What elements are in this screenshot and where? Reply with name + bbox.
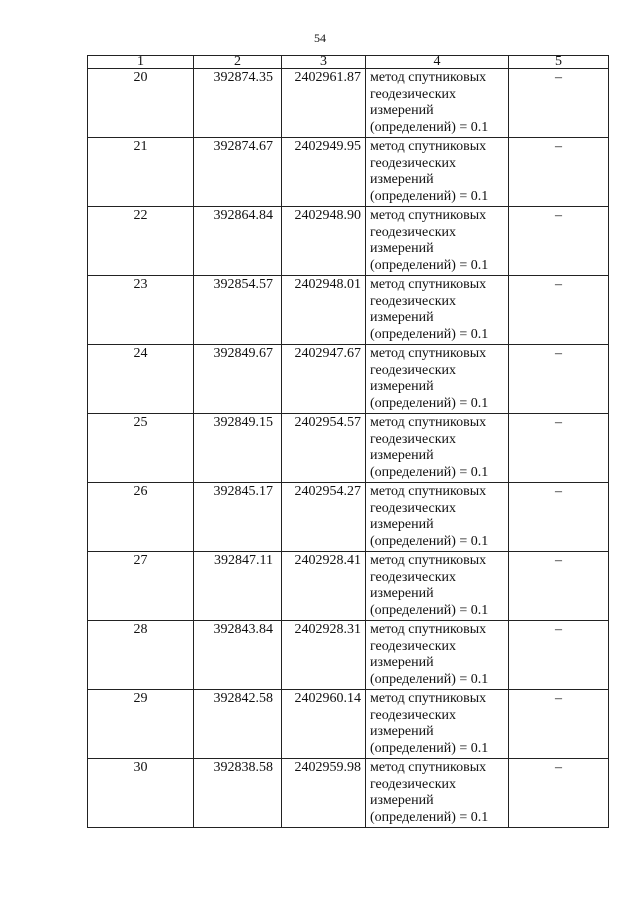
table-row (88, 621, 609, 690)
method-line: измерений (370, 448, 434, 463)
method-line: измерений (370, 241, 434, 256)
point-number-cell: 21 (88, 138, 194, 207)
y-coordinate-cell: 2402960.14 (282, 690, 366, 759)
x-coordinate-cell: 392854.57 (194, 276, 282, 345)
method-line: измерений (370, 655, 434, 670)
method-cell (366, 483, 509, 552)
method-cell (366, 138, 509, 207)
y-coordinate-cell: 2402959.98 (282, 759, 366, 828)
method-line: метод спутниковых (370, 208, 487, 223)
column-5-cell: – (509, 207, 609, 276)
method-line: (определений) = 0.1 (370, 602, 489, 618)
table-row (88, 552, 609, 621)
table-row (88, 345, 609, 414)
method-line: геодезических (370, 224, 457, 240)
method-line: измерений (370, 103, 434, 118)
column-header-2: 2 (194, 56, 282, 69)
column-5-cell: – (509, 552, 609, 621)
point-number-cell: 22 (88, 207, 194, 276)
method-line: метод спутниковых (370, 139, 487, 154)
method-line: (определений) = 0.1 (370, 671, 489, 687)
method-cell (366, 345, 509, 414)
column-5-cell: – (509, 690, 609, 759)
method-line: измерений (370, 724, 434, 739)
method-line: (определений) = 0.1 (370, 533, 489, 549)
y-coordinate-cell: 2402948.90 (282, 207, 366, 276)
table-row (88, 276, 609, 345)
point-number-cell: 29 (88, 690, 194, 759)
column-5-cell: – (509, 483, 609, 552)
point-number-cell: 27 (88, 552, 194, 621)
point-number-cell: 28 (88, 621, 194, 690)
method-line: метод спутниковых (370, 622, 487, 637)
method-line: метод спутниковых (370, 70, 487, 85)
method-line: геодезических (370, 362, 457, 378)
x-coordinate-cell: 392843.84 (194, 621, 282, 690)
x-coordinate-cell: 392845.17 (194, 483, 282, 552)
column-header-3: 3 (282, 56, 366, 69)
x-coordinate-cell: 392874.35 (194, 69, 282, 138)
point-number-cell: 23 (88, 276, 194, 345)
page-number: 54 (314, 31, 326, 45)
method-line: метод спутниковых (370, 277, 487, 292)
method-line: геодезических (370, 431, 457, 447)
x-coordinate-cell: 392849.67 (194, 345, 282, 414)
x-coordinate-cell: 392838.58 (194, 759, 282, 828)
method-line: измерений (370, 793, 434, 808)
column-5-cell: – (509, 276, 609, 345)
method-line: (определений) = 0.1 (370, 326, 489, 342)
point-number-cell: 24 (88, 345, 194, 414)
method-line: геодезических (370, 569, 457, 585)
method-cell (366, 759, 509, 828)
method-line: геодезических (370, 155, 457, 171)
point-number-cell: 30 (88, 759, 194, 828)
method-line: метод спутниковых (370, 691, 487, 706)
y-coordinate-cell: 2402961.87 (282, 69, 366, 138)
method-line: геодезических (370, 86, 457, 102)
method-line: (определений) = 0.1 (370, 119, 489, 135)
method-line: (определений) = 0.1 (370, 464, 489, 480)
column-5-cell: – (509, 69, 609, 138)
method-line: (определений) = 0.1 (370, 740, 489, 756)
table-body (88, 69, 609, 828)
method-cell (366, 414, 509, 483)
method-cell (366, 276, 509, 345)
method-line: геодезических (370, 293, 457, 309)
method-line: геодезических (370, 707, 457, 723)
method-line: измерений (370, 586, 434, 601)
y-coordinate-cell: 2402948.01 (282, 276, 366, 345)
column-5-cell: – (509, 414, 609, 483)
method-line: (определений) = 0.1 (370, 257, 489, 273)
y-coordinate-cell: 2402949.95 (282, 138, 366, 207)
table-header-row (88, 56, 609, 69)
method-line: измерений (370, 517, 434, 532)
method-line: метод спутниковых (370, 553, 487, 568)
method-line: (определений) = 0.1 (370, 188, 489, 204)
method-line: измерений (370, 310, 434, 325)
x-coordinate-cell: 392842.58 (194, 690, 282, 759)
coordinates-table (87, 55, 609, 828)
method-line: метод спутниковых (370, 760, 487, 775)
column-header-5: 5 (509, 56, 609, 69)
method-line: метод спутниковых (370, 484, 487, 499)
x-coordinate-cell: 392849.15 (194, 414, 282, 483)
column-header-4: 4 (366, 56, 509, 69)
column-5-cell: – (509, 138, 609, 207)
x-coordinate-cell: 392864.84 (194, 207, 282, 276)
table-row (88, 483, 609, 552)
table-row (88, 759, 609, 828)
method-line: измерений (370, 172, 434, 187)
table-row (88, 207, 609, 276)
column-header-1: 1 (88, 56, 194, 69)
method-line: (определений) = 0.1 (370, 809, 489, 825)
method-cell (366, 690, 509, 759)
method-line: (определений) = 0.1 (370, 395, 489, 411)
y-coordinate-cell: 2402954.27 (282, 483, 366, 552)
method-line: геодезических (370, 776, 457, 792)
column-5-cell: – (509, 621, 609, 690)
method-line: геодезических (370, 500, 457, 516)
column-5-cell: – (509, 759, 609, 828)
y-coordinate-cell: 2402928.31 (282, 621, 366, 690)
point-number-cell: 20 (88, 69, 194, 138)
table-row (88, 69, 609, 138)
method-line: метод спутниковых (370, 346, 487, 361)
method-line: геодезических (370, 638, 457, 654)
method-cell (366, 69, 509, 138)
x-coordinate-cell: 392874.67 (194, 138, 282, 207)
point-number-cell: 25 (88, 414, 194, 483)
method-cell (366, 207, 509, 276)
table-row (88, 690, 609, 759)
table-row (88, 414, 609, 483)
method-cell (366, 621, 509, 690)
y-coordinate-cell: 2402947.67 (282, 345, 366, 414)
x-coordinate-cell: 392847.11 (194, 552, 282, 621)
y-coordinate-cell: 2402954.57 (282, 414, 366, 483)
method-line: метод спутниковых (370, 415, 487, 430)
y-coordinate-cell: 2402928.41 (282, 552, 366, 621)
column-5-cell: – (509, 345, 609, 414)
method-cell (366, 552, 509, 621)
point-number-cell: 26 (88, 483, 194, 552)
table-row (88, 138, 609, 207)
method-line: измерений (370, 379, 434, 394)
